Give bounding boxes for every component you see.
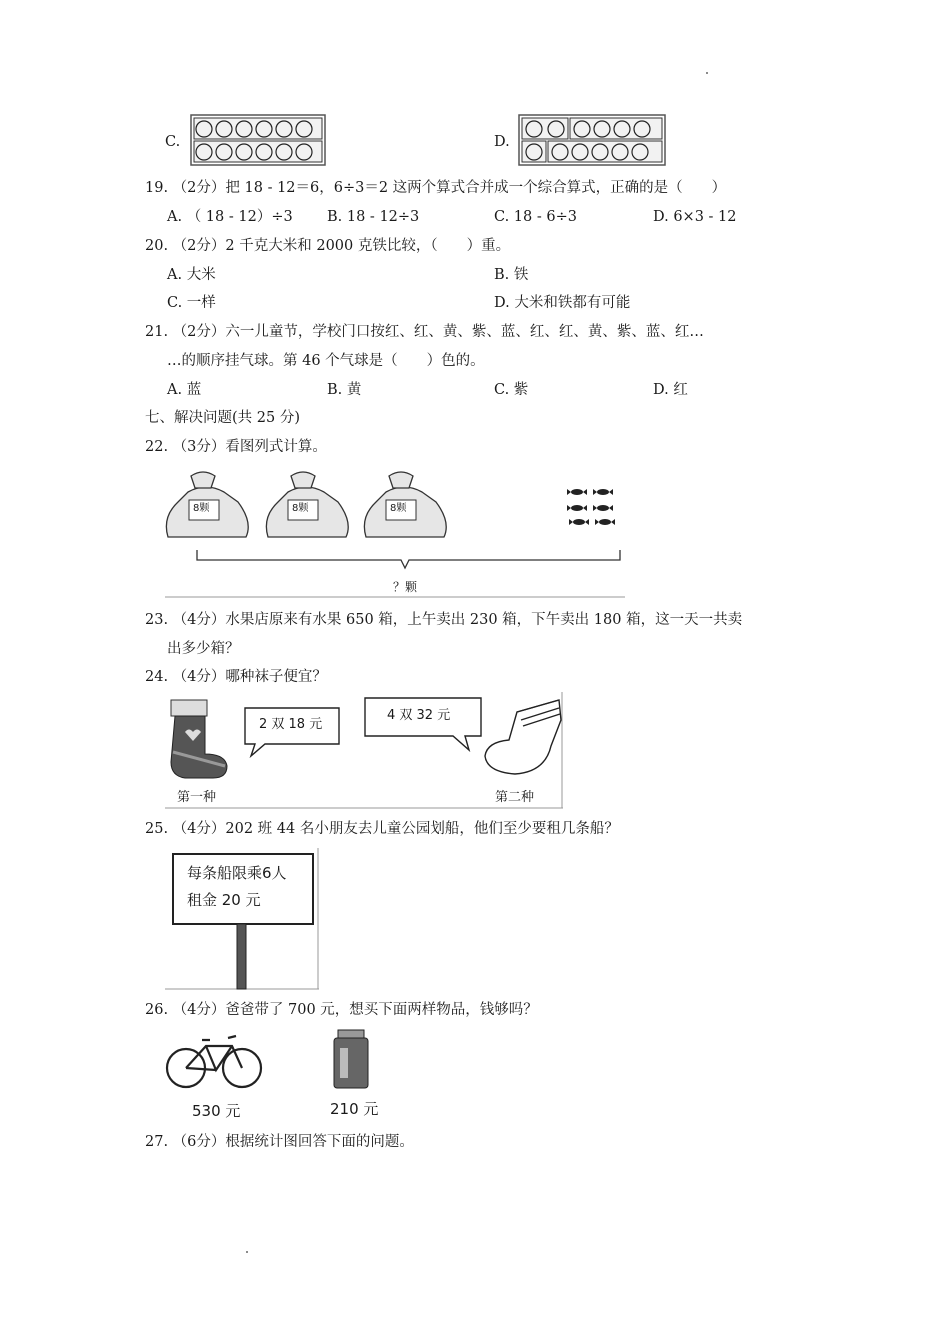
q19-option-b[interactable]: B. 18 - 12÷3	[327, 209, 420, 225]
q20-option-b[interactable]: B. 铁	[494, 267, 529, 283]
q27-stem: 27. （6分）根据统计图回答下面的问题。	[145, 1134, 414, 1150]
q21-option-a[interactable]: A. 蓝	[167, 382, 202, 398]
q21-stem-line2: …的顺序挂气球。第 46 个气球是（ ）色的。	[167, 353, 485, 369]
q24-stem: 24. （4分）哪种袜子便宜？	[145, 669, 327, 685]
q25-stem: 25. （4分）202 班 44 名小朋友去儿童公园划船，他们至少要租几条船？	[145, 821, 619, 837]
q22-stem: 22. （3分）看图列式计算。	[145, 439, 327, 455]
q20-option-d[interactable]: D. 大米和铁都有可能	[494, 295, 631, 311]
q26-figure	[162, 1026, 384, 1122]
q19-stem: 19. （2分）把 18 - 12＝6，6÷3＝2 这两个算式合并成一个综合算式，正确的是（ ）	[145, 180, 727, 196]
q26-stem: 26. （4分）爸爸带了 700 元，想买下面两样物品，钱够吗？	[145, 1002, 538, 1018]
q18-option-c-figure	[190, 114, 326, 166]
q21-option-b[interactable]: B. 黄	[327, 382, 362, 398]
q24-label-first: 第一种	[177, 790, 217, 805]
q18-option-d-label: D.	[494, 134, 510, 150]
q20-option-a[interactable]: A. 大米	[167, 267, 216, 283]
q26-thermos-price: 210 元	[330, 1100, 379, 1118]
q22-bag-label-1: 8颗	[193, 503, 210, 514]
q20-stem: 20. （2分）2 千克大米和 2000 克铁比较，（ ）重。	[145, 238, 511, 254]
q23-stem-line2: 出多少箱？	[167, 641, 240, 657]
q18-option-c-label: C.	[165, 134, 181, 150]
q19-option-d[interactable]: D. 6×3 - 12	[653, 209, 737, 225]
bicycle-icon	[167, 1036, 261, 1087]
q25-sign-line2: 租金 20 元	[187, 891, 261, 909]
q22-total-label: ？颗	[393, 580, 418, 594]
page-mark-bottom	[246, 1251, 248, 1253]
q18-option-d-figure	[518, 114, 666, 166]
q21-stem-line1: 21. （2分）六一儿童节，学校门口按红、红、黄、紫、蓝、红、红、黄、紫、蓝、红…	[145, 324, 704, 340]
q24-bubble-2-text: 4 双 32 元	[387, 708, 451, 723]
q19-option-c[interactable]: C. 18 - 6÷3	[494, 209, 577, 225]
q25-sign-line1: 每条船限乘6人	[187, 864, 287, 882]
christmas-stocking-icon	[171, 700, 227, 778]
q24-figure	[165, 692, 563, 809]
q21-option-d[interactable]: D. 红	[653, 382, 688, 398]
q24-bubble-1-text: 2 双 18 元	[259, 717, 323, 732]
q22-figure	[165, 462, 625, 598]
section-7-title: 七、解决问题(共 25 分)	[145, 410, 300, 426]
q22-bag-label-2: 8颗	[292, 503, 309, 514]
candy-icon	[567, 489, 615, 525]
q21-option-c[interactable]: C. 紫	[494, 382, 529, 398]
thermos-icon	[334, 1030, 368, 1088]
q20-option-c[interactable]: C. 一样	[167, 295, 216, 311]
q24-label-second: 第二种	[495, 790, 535, 805]
q25-figure	[165, 848, 319, 990]
q22-bag-label-3: 8颗	[390, 503, 407, 514]
q19-option-a[interactable]: A. （ 18 - 12）÷3	[167, 209, 293, 225]
q23-stem-line1: 23. （4分）水果店原来有水果 650 箱，上午卖出 230 箱，下午卖出 180 箱，这一天一共卖	[145, 612, 743, 628]
q26-bike-price: 530 元	[192, 1102, 241, 1120]
page-mark-top	[706, 72, 708, 74]
sock-icon	[485, 700, 561, 774]
